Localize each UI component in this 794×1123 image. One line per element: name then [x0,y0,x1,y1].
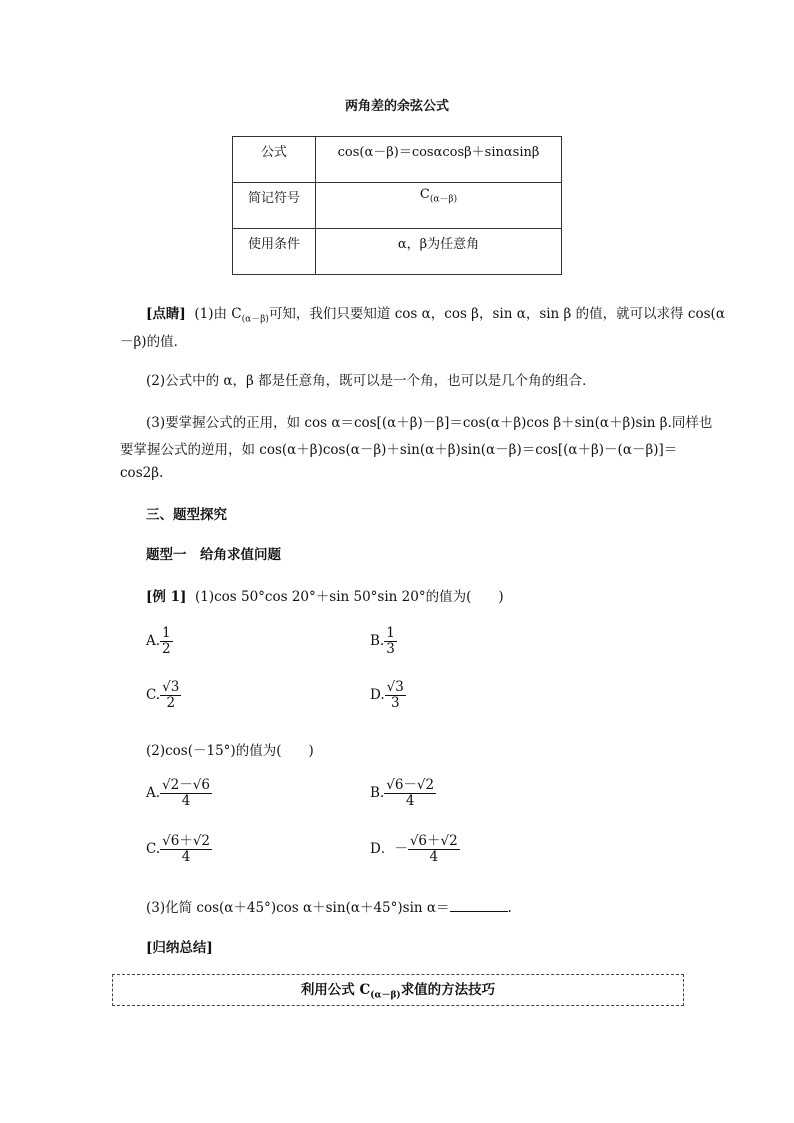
note-paragraph-1: [点睛] (1)由 $C_{(\alpha-\beta)}$可知，我们只要知道 cos α，cos β，sin α，sin β 的值，就可以求得 cos(α [146,306,725,325]
option-1d: D. $\frac{√3}{3}$ [370,679,404,711]
note-paragraph-1-cont: －β)的值． [120,334,188,350]
example-question-3: (3)化简 cos(α＋45°)cos α＋sin(α＋45°)sin α＝ . [146,900,512,916]
table-row [233,229,562,275]
option-1a: A. $\frac{1}{2}$ [146,625,171,657]
option-1b: B. $\frac{1}{3}$ [370,625,395,657]
table-key: 使用条件 [233,229,316,275]
option-2a: A. $\frac{√2-√6}{4}$ [146,777,210,809]
table-key: 公式 [233,137,316,183]
table-value: cos(α－β)＝cosαcosβ＋sinαsinβ [316,137,562,183]
method-box: 利用公式 $C_{(\alpha-\beta)}$求值的方法技巧 [112,974,684,1006]
section-heading: 三、题型探究 [146,507,227,523]
note-paragraph-3-end: cos2β. [120,465,164,481]
table-value: $C_{(\alpha-\beta)}$ [316,183,562,229]
option-2b: B. $\frac{√6-√2}{4}$ [370,777,435,809]
example-question-2: (2)cos(－15°)的值为( ) [146,743,314,759]
table-value: α，β为任意角 [316,229,562,275]
page-title: 两角差的余弦公式 [344,99,449,114]
note-paragraph-2: (2)公式中的 α，β 都是任意角，既可以是一个角，也可以是几个角的组合． [146,373,596,389]
note-paragraph-3: (3)要掌握公式的正用，如 cos α＝cos[(α＋β)－β]＝cos(α＋β)cos β＋sin(α＋β)sin β.同样也 [146,415,713,431]
example-question-1: [例 1] (1)cos 50°cos 20°＋sin 50°sin 20°的值为( ) [146,589,504,605]
formula-table [232,136,562,275]
table-key: 简记符号 [233,183,316,229]
note-paragraph-3-cont: 要掌握公式的逆用，如 cos(α＋β)cos(α－β)＋sin(α＋β)sin(α－β)＝cos[(α＋β)－(α－β)]＝ [120,442,678,458]
option-2d: D．－ $\frac{√6+√2}{4}$ [370,833,458,865]
question-type-heading: 题型一 给角求值问题 [146,547,281,563]
answer-blank[interactable] [450,899,508,912]
option-1c: C. $\frac{√3}{2}$ [146,679,180,711]
option-2c: C. $\frac{√6+√2}{4}$ [146,833,211,865]
table-row [233,137,562,183]
summary-label: [归纳总结] [146,940,213,956]
table-row [233,183,562,229]
